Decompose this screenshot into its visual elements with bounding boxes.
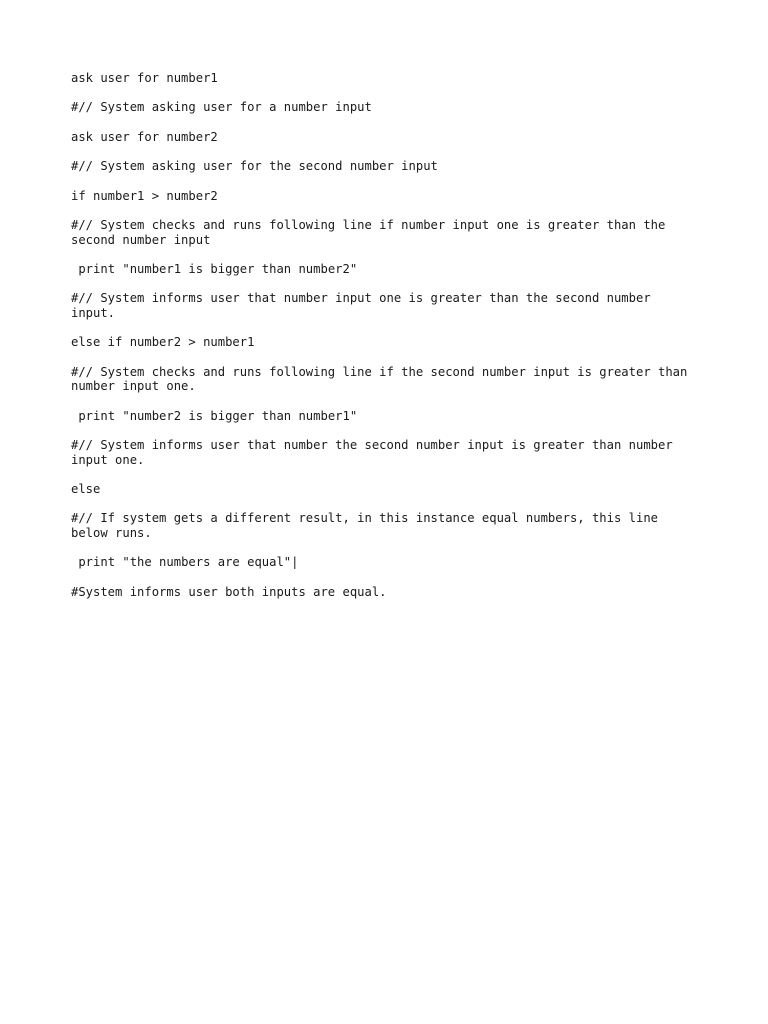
comment-line: #// System asking user for the second number input — [71, 159, 438, 174]
comment-line: #System informs user both inputs are equal. — [71, 584, 387, 599]
comment-line: #// System checks and runs following line if number input one is greater than the second number input — [71, 217, 673, 247]
comment-line: #// System checks and runs following line if the second number input is greater than number input one. — [71, 364, 695, 394]
pseudocode-line: else — [71, 482, 101, 497]
comment-line: #// System informs user that number the second number input is greater than number input one. — [71, 438, 681, 467]
pseudocode-line: print "number2 is bigger than number1" — [71, 408, 358, 423]
document-page — [71, 71, 701, 614]
pseudocode-line: if number1 > number2 — [71, 188, 218, 203]
pseudocode-line: else if number2 > number1 — [71, 335, 255, 350]
pseudocode-line: ask user for number2 — [71, 129, 218, 144]
comment-line: #// System informs user that number input one is greater than the second number input. — [71, 291, 659, 320]
comment-line: #// If system gets a different result, in this instance equal numbers, this line below runs. — [71, 511, 666, 541]
pseudocode-line: print "number1 is bigger than number2" — [71, 261, 358, 276]
pseudocode-line: ask user for number1 — [71, 71, 218, 85]
comment-line: #// System asking user for a number input — [71, 100, 372, 115]
pseudocode-line: print "the numbers are equal"| — [71, 555, 299, 570]
